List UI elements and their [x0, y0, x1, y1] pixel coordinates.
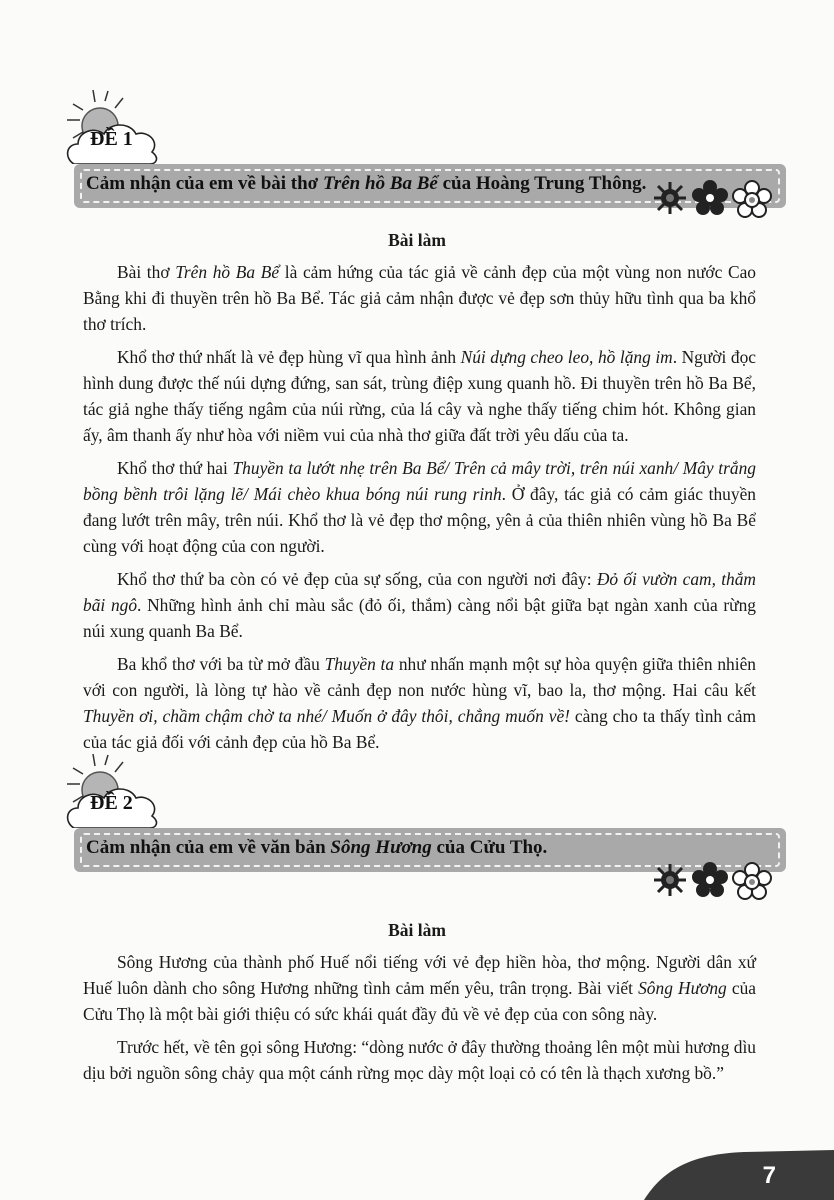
flower-icon: [732, 180, 772, 218]
question-text-2: [86, 837, 547, 859]
answer-heading-2: Bài làm: [388, 920, 446, 940]
paragraph: [83, 259, 756, 337]
flower-icon: [732, 862, 772, 900]
text: của Cửu Thọ là một bài giới thiệu có sức khái quát đầy đủ về vẻ đẹp của con sông này.: [83, 978, 757, 1024]
text: Khổ thơ thứ ba còn có vẻ đẹp của sự sống, của con người nơi đây:: [117, 569, 597, 589]
text: Khổ thơ thứ nhất là vẻ đẹp hùng vĩ qua hình ảnh: [117, 347, 461, 367]
text: càng cho ta thấy tình cảm của tác giả đối với cảnh đẹp của hồ Ba Bể.: [83, 706, 756, 752]
question-title: Sông Hương: [330, 837, 432, 858]
page-number-tab: [644, 1148, 834, 1200]
quote: Thuyền ơi, chầm chậm chờ ta nhé/ Muốn ở đây thôi, chẳng muốn về!: [83, 706, 570, 726]
question-title: Trên hồ Ba Bể: [322, 173, 438, 194]
text: . Ở đây, tác giả có cảm giác thuyền đang lướt trên mây, trên núi. Khổ thơ là vẻ đẹp thơ mộng, yên ả của thiên nhiên vùng hồ Ba Bể cùng với hoạt động của con người.: [83, 484, 756, 556]
exercise-label-2: ĐỀ 2: [90, 792, 133, 814]
paragraph: [83, 344, 756, 448]
quote: Sông Hương: [638, 978, 727, 998]
paragraph: [83, 1034, 756, 1086]
paragraph: [83, 566, 756, 644]
text: Sông Hương của thành phố Huế nổi tiếng với vẻ đẹp hiền hòa, thơ mộng. Người dân xứ Huế luôn dành cho sông Hương những tình cảm mến yêu, trân trọng. Bài viết: [83, 952, 756, 998]
text: Bài thơ: [117, 262, 176, 282]
answer-body-1: [83, 259, 756, 762]
question-text-1: [86, 173, 646, 195]
quote: Thuyền ta lướt nhẹ trên Ba Bể/ Trên cả mây trời, trên núi xanh/ Mây trắng bồng bềnh trôi lặng lẽ/ Mái chèo khua bóng núi rung rinh: [83, 458, 756, 504]
page-number: 7: [762, 1162, 776, 1189]
exercise-label-1: ĐỀ 1: [90, 128, 133, 150]
flower-icon: [692, 862, 728, 898]
text: . Người đọc hình dung được thế núi dựng đứng, san sát, trùng điệp xung quanh hồ. Đi thuyền trên hồ Ba Bể, tác giả nghe thấy tiếng ngâm của núi rừng, của lá cây và nghe thấy tiếng chim hót. Không gian ấy, âm thanh ấy như hòa với niềm vui của nhà thơ giữa đất trời yêu dấu của ta.: [83, 347, 756, 445]
flower-decoration: [652, 180, 772, 218]
paragraph: [83, 949, 756, 1027]
question-part: Cảm nhận của em về văn bản: [86, 837, 331, 858]
paragraph: [83, 455, 756, 559]
answer-heading-1: Bài làm: [388, 230, 446, 250]
paragraph: [83, 651, 756, 755]
quote: Núi dựng cheo leo, hồ lặng im: [460, 347, 673, 367]
quote: Đỏ ối vườn cam, thắm bãi ngô: [83, 569, 756, 615]
text: Khổ thơ thứ hai: [117, 458, 233, 478]
text: như nhấn mạnh một sự hòa quyện giữa thiên nhiên với con người, là lòng tự hào về cảnh đẹp non nước hùng vĩ, bao la, thơ mộng. Hai câu kết: [83, 654, 757, 700]
answer-body-2: [83, 949, 756, 1093]
text: là cảm hứng của tác giả về cảnh đẹp của một vùng non nước Cao Bằng khi đi thuyền trên hồ Ba Bể. Tác giả cảm nhận được vẻ đẹp sơn thủy hữu tình qua ba khổ thơ trích.: [83, 262, 756, 334]
flower-icon: [692, 180, 728, 216]
question-part: Cảm nhận của em về bài thơ: [86, 173, 323, 194]
quote: Trên hồ Ba Bể: [175, 262, 280, 282]
question-part: của Cửu Thọ.: [431, 837, 548, 858]
flower-icon: [652, 180, 688, 216]
question-part: của Hoàng Trung Thông.: [437, 173, 647, 194]
flower-decoration: [652, 862, 772, 900]
text: Ba khổ thơ với ba từ mở đầu: [117, 654, 325, 674]
text: . Những hình ảnh chỉ màu sắc (đỏ ối, thắm) càng nổi bật giữa bạt ngàn xanh của rừng núi xung quanh Ba Bể.: [83, 595, 757, 641]
flower-icon: [652, 862, 688, 898]
text: Trước hết, về tên gọi sông Hương: “dòng nước ở đây thường thoảng lên một mùi hương dìu dịu bởi nguồn sông chảy qua một cánh rừng mọc dày một loại cỏ có tên là thạch xương bồ.”: [83, 1037, 756, 1083]
quote: Thuyền ta: [324, 654, 395, 674]
